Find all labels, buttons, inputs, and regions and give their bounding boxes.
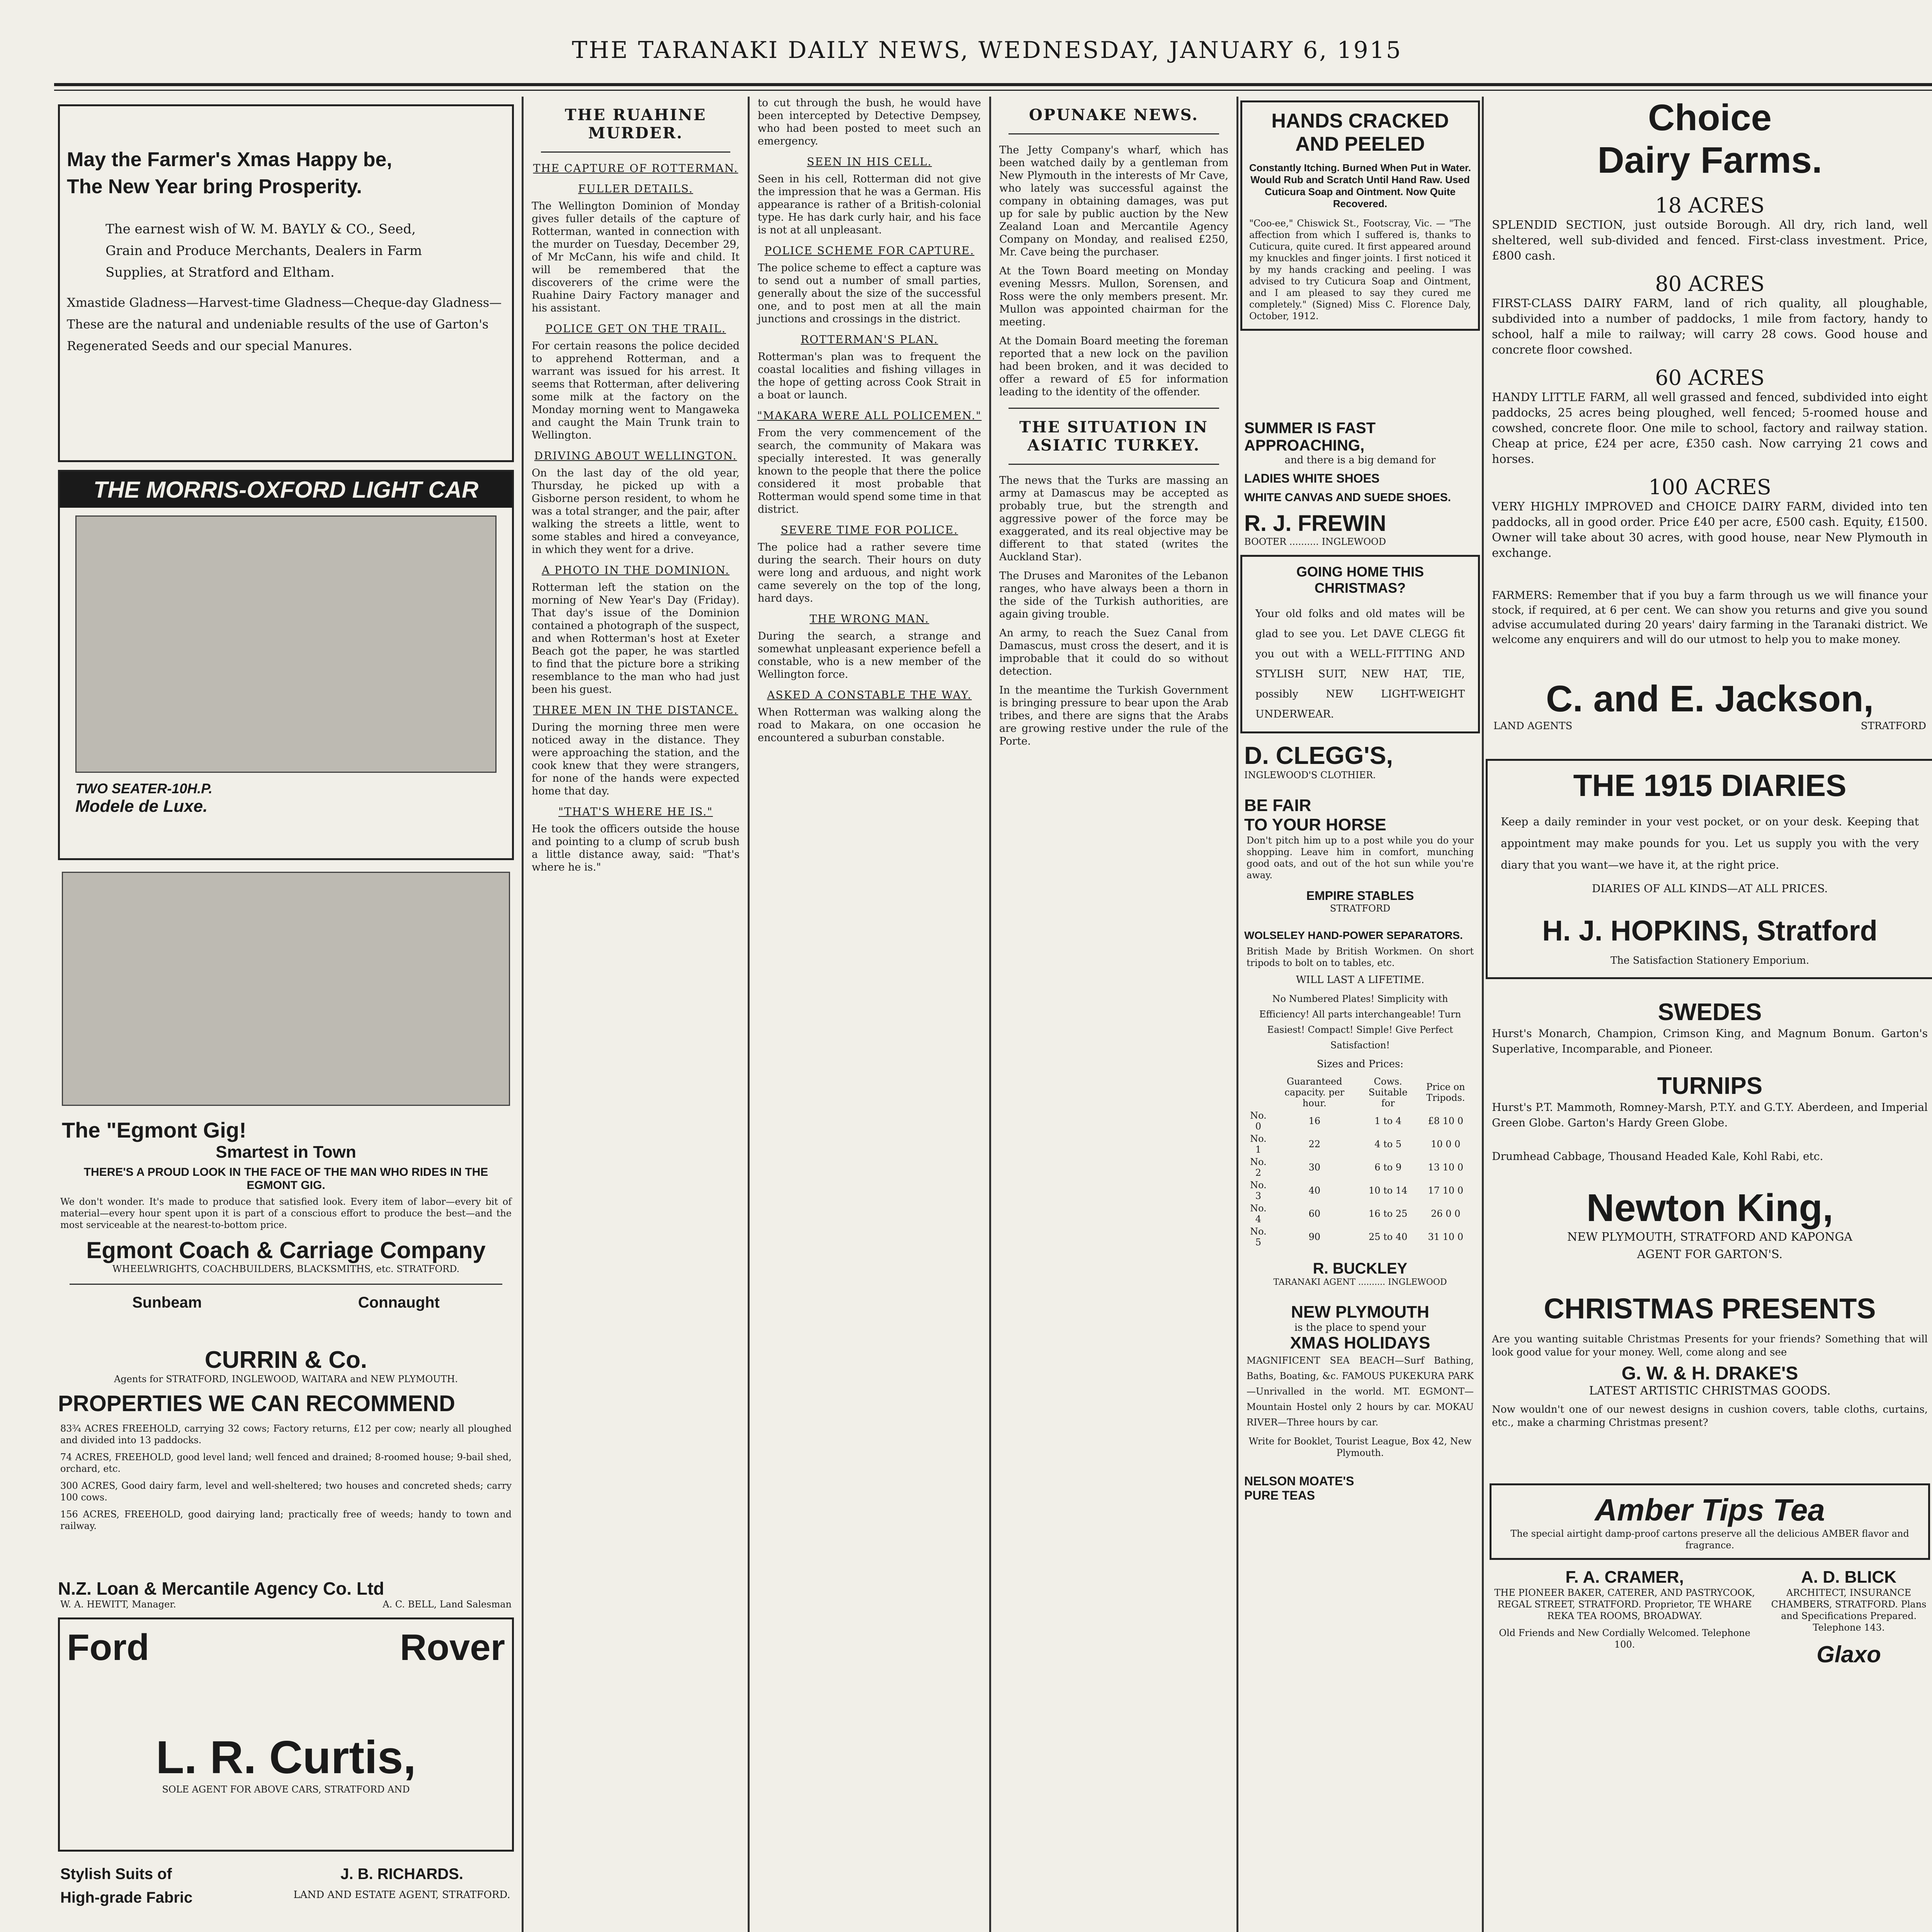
buckley-name: R. BUCKLEY — [1313, 1260, 1408, 1277]
np-body: MAGNIFICENT SEA BEACH—Surf Bathing, Baths, Boating, &c. FAMOUS PUKEKURA PARK—Unrivalled in the world. MT. EGMONT—Mountain Hostel only 2 hours by car. MOKAU RIVER—Three hours by car. — [1247, 1355, 1474, 1428]
egmont-sub: WHEELWRIGHTS, COACHBUILDERS, BLACKSMITHS, etc. STRATFORD. — [112, 1264, 460, 1274]
column-ads-middle — [1240, 97, 1480, 1932]
article-paragraph: At the Domain Board meeting the foreman reported that a new lock on the pavilion had been broken, and it was decided to offer a reward of £5 for information leading to the identity of the offender. — [999, 335, 1228, 398]
drake-sub: LATEST ARTISTIC CHRISTMAS GOODS. — [1589, 1384, 1831, 1398]
article-paragraph: During the search, a strange and somewhat unpleasant experience befell a constable, who is a new member of the Wellington force. — [758, 630, 981, 680]
turnips-title: TURNIPS — [1657, 1073, 1763, 1099]
column-divider — [748, 97, 750, 1932]
glaxo-logo: Glaxo — [1816, 1641, 1881, 1667]
drake-name: G. W. & H. DRAKE'S — [1621, 1363, 1798, 1384]
newton-agent: AGENT FOR GARTON'S. — [1637, 1248, 1783, 1261]
separator-features: No Numbered Plates! Simplicity with Efficiency! All parts interchangeable! Turn Easiest! Compact! Simple! Give Perfect Satisfaction! — [1259, 993, 1461, 1051]
article-paragraph: In the meantime the Turkish Government is bringing pressure to bear upon the Arab tribes, and there are signs that the Arabs are growing restive under the rule of the Porte. — [999, 684, 1228, 747]
article-subheading: A PHOTO IN THE DOMINION. — [541, 564, 730, 577]
sizes-table — [1247, 1075, 1474, 1248]
going-body: Your old folks and old mates will be glad to see you. Let DAVE CLEGG fit you out with a WELL-FITTING AND STYLISH SUIT, NEW HAT, TIE, possibly NEW LIGHT-WEIGHT UNDERWEAR. — [1255, 608, 1465, 720]
xmas-body: Are you wanting suitable Christmas Presents for your friends? Something that will look good value for your money. Well, come along and see — [1492, 1333, 1928, 1358]
column-divider — [1236, 97, 1238, 1932]
properties-title: PROPERTIES WE CAN RECOMMEND — [58, 1391, 455, 1416]
property-item: 300 ACRES, Good dairy farm, level and well-sheltered; two houses and concreted sheds; carry 100 cows. — [60, 1480, 512, 1503]
turnips-body: Hurst's P.T. Mammoth, Romney-Marsh, P.T.Y. and G.T.Y. Aberdeen, and Imperial Green Globe. Garton's Hardy Green Globe. — [1492, 1101, 1928, 1129]
bell: A. C. BELL, Land Salesman — [383, 1599, 512, 1610]
cramer-foot: Old Friends and New Cordially Welcomed. Telephone 100. — [1499, 1628, 1750, 1650]
hewitt: W. A. HEWITT, Manager. — [60, 1599, 176, 1610]
article-paragraph: The Wellington Dominion of Monday gives fuller details of the capture of Rotterman, wanted in connection with the murder on Tuesday, December 29, of Mr McCann, his wife and child. It will be remembered that the discoverers of the crime were the Ruahine Dairy Factory manager and his assistant. — [532, 200, 740, 314]
separator-last: WILL LAST A LIFETIME. — [1296, 974, 1425, 986]
article-subheading: THE CAPTURE OF ROTTERMAN. — [533, 162, 738, 175]
article-subheading: "THAT'S WHERE HE IS." — [558, 805, 713, 818]
bayly-line: The earnest wish of W. M. BAYLY & CO., Seed, — [105, 221, 416, 237]
article-subheading: POLICE SCHEME FOR CAPTURE. — [764, 244, 975, 257]
richards-name: J. B. RICHARDS. — [340, 1866, 463, 1883]
newton-name: Newton King, — [1586, 1186, 1833, 1230]
horse-title-2: TO YOUR HORSE — [1244, 815, 1386, 834]
column-divider — [522, 97, 524, 1932]
article-heading: THE RUAHINE MURDER. — [565, 106, 707, 142]
table-row: No. 4 60 16 to 25 26 0 0 — [1250, 1203, 1461, 1225]
swedes-title: SWEDES — [1658, 999, 1762, 1026]
article-paragraph: He took the officers outside the house and pointing to a clump of scrub bush a little distance away, said: "That's where he is." — [532, 823, 740, 873]
morris-advert — [58, 470, 514, 860]
acres-heading: 80 ACRES — [1655, 272, 1765, 296]
summer-title: SUMMER IS FAST APPROACHING, — [1244, 420, 1376, 454]
sizes-header — [1247, 1075, 1270, 1109]
separator-body: British Made by British Workmen. On short tripods to bolt on to tables, etc. — [1247, 946, 1474, 968]
article-subheading: SEEN IN HIS CELL. — [807, 155, 932, 168]
stables-sub: STRATFORD — [1330, 903, 1391, 914]
table-row: No. 2 30 6 to 9 13 10 0 — [1250, 1156, 1464, 1178]
horse-body: Don't pitch him up to a post while you do your shopping. Leave him in comfort, munching good oats, and out of the hot sun while you're away. — [1247, 835, 1474, 881]
choice-title: Choice — [1648, 97, 1772, 138]
article-subheading: SEVERE TIME FOR POLICE. — [781, 524, 958, 536]
sunbeam-label: Sunbeam — [132, 1294, 202, 1311]
column-ruahine-murder — [526, 97, 746, 1932]
article-subheading: ASKED A CONSTABLE THE WAY. — [767, 689, 972, 701]
richards-sub: LAND AND ESTATE AGENT, STRATFORD. — [293, 1889, 510, 1901]
table-row: No. 0 16 1 to 4 £8 10 0 — [1250, 1110, 1464, 1132]
car-illustration — [75, 515, 497, 773]
currin-agents: Agents for STRATFORD, INGLEWOOD, WAITARA and NEW PLYMOUTH. — [114, 1374, 458, 1384]
clegg-name: D. CLEGG'S, — [1244, 742, 1393, 769]
ladies-shoes: LADIES WHITE SHOES — [1244, 471, 1380, 485]
cramer-sub: THE PIONEER BAKER, CATERER, AND PASTRYCOOK, REGAL STREET, STRATFORD. Proprietor, TE WHARE REKA TEA ROOMS, BROADWAY. — [1494, 1587, 1755, 1621]
buckley-sub: TARANAKI AGENT .......... INGLEWOOD — [1273, 1277, 1447, 1287]
bayly-line: Supplies, at Stratford and Eltham. — [105, 265, 335, 280]
masthead-rule — [54, 83, 1932, 86]
article-subheading: POLICE GET ON THE TRAIL. — [545, 322, 726, 335]
property-item: 74 ACRES, FREEHOLD, good level land; well fenced and drained; 8-roomed house; 9-bail shed, orchard, etc. — [60, 1452, 512, 1474]
np-foot: Write for Booklet, Tourist League, Box 42, New Plymouth. — [1248, 1436, 1472, 1458]
curtis-name: L. R. Curtis, — [156, 1731, 416, 1783]
curtis-advert — [58, 1617, 514, 1852]
hopkins-advert — [1486, 759, 1932, 979]
article-heading: THE SITUATION IN ASIATIC TURKEY. — [1019, 418, 1208, 454]
table-row: No. 5 90 25 to 40 31 10 0 — [1250, 1226, 1464, 1248]
column-ruahine-continued — [752, 97, 987, 1932]
table-row: No. 3 40 10 to 14 17 10 0 — [1250, 1180, 1464, 1201]
sizes-header: Cows. Suitable for — [1368, 1076, 1408, 1109]
masthead-rule-thin — [54, 90, 1932, 91]
article-paragraph: The Druses and Maronites of the Lebanon ranges, who have always been a thorn in the side of the Turkish authorities, are again giving trouble. — [999, 570, 1228, 620]
hands-title-2: AND PEELED — [1295, 133, 1425, 155]
stylish-title: Stylish Suits of — [60, 1866, 172, 1883]
blick-name: A. D. BLICK — [1801, 1568, 1897, 1587]
np-line: is the place to spend your — [1294, 1322, 1426, 1333]
jackson-sub: STRATFORD — [1861, 720, 1926, 732]
nz-loan: N.Z. Loan & Mercantile Agency Co. Ltd — [58, 1578, 384, 1599]
newton-sub: NEW PLYMOUTH, STRATFORD AND KAPONGA — [1567, 1230, 1853, 1244]
article-subheading: THREE MEN IN THE DISTANCE. — [533, 704, 738, 716]
hands-sub: Constantly Itching. Burned When Put in Water. Would Rub and Scratch Until Hand Raw. Used Cuticura Soap and Ointment. Now Quite Recovered. — [1249, 162, 1471, 209]
amber-advert — [1490, 1483, 1930, 1560]
hopkins-sub: The Satisfaction Stationery Emporium. — [1610, 955, 1810, 966]
clegg-advert — [1240, 555, 1480, 733]
connaught-label: Connaught — [358, 1294, 440, 1311]
acres-body: VERY HIGHLY IMPROVED and CHOICE DAIRY FARM, divided into ten paddocks, all in good order. Price £40 per acre, £500 cash. Equity, £1500. Owner will take about 30 acres, with good house, near New Plymouth in exchange. — [1492, 500, 1928, 560]
article-paragraph: For certain reasons the police decided to apprehend Rotterman, and a warrant was issued for his arrest. It seems that Rotterman, after delivering some milk at the factory on the Monday morning went to Mangaweka and caught the Main Trunk train to Wellington. — [532, 340, 740, 441]
article-paragraph: Seen in his cell, Rotterman did not give the impression that he was a German. His appearance is rather of a British-colonial type. He has dark curly hair, and his face is not at all unpleasant. — [758, 173, 981, 236]
np-holidays: XMAS HOLIDAYS — [1290, 1333, 1430, 1352]
bayly-advert — [58, 104, 514, 462]
bayly-body: Xmastide Gladness—Harvest-time Gladness—Cheque-day Gladness—These are the natural and undeniable results of the use of Garton's Regenerated Seeds and our special Manures. — [67, 295, 502, 353]
ford-label: Ford — [67, 1627, 150, 1668]
article-paragraph: Rotterman left the station on the morning of New Year's Day (Friday). That day's issue of the Dominion contained a photograph of the suspect, and when Rotterman's host at Exeter Beach got the paper, he was startled to find that the picture bore a striking resemblance to the man who had just been his guest. — [532, 582, 740, 696]
acres-heading: 18 ACRES — [1655, 193, 1765, 218]
article-paragraph: From the very commencement of the search, the community of Makara was specially interested. It was generally known to the people that there the police considered it most probable that Rotterman would spend some time in that district. — [758, 427, 981, 515]
curtis-sub: SOLE AGENT FOR ABOVE CARS, STRATFORD AND — [162, 1784, 410, 1795]
drumhead-line: Drumhead Cabbage, Thousand Headed Kale, Kohl Rabi, etc. — [1492, 1150, 1823, 1163]
column-ads-right — [1486, 97, 1932, 1932]
property-item: 83¾ ACRES FREEHOLD, carrying 32 cows; Factory returns, £12 per cow; nearly all ploughed and divided into 13 paddocks. — [60, 1423, 512, 1446]
masthead: THE TARANAKI DAILY NEWS, WEDNESDAY, JANUARY 6, 1915 — [572, 37, 1403, 64]
cuticura-advert — [1240, 100, 1480, 331]
swedes-body: Hurst's Monarch, Champion, Crimson King, and Magnum Bonum. Garton's Superlative, Incomparable, and Pioneer. — [1492, 1027, 1928, 1055]
gig-subtitle: Smartest in Town — [216, 1143, 356, 1162]
morris-caption: TWO SEATER-10H.P. — [75, 781, 213, 796]
egmont-name: Egmont Coach & Carriage Company — [86, 1237, 486, 1263]
column-opunake — [993, 97, 1235, 1932]
article-subheading: FULLER DETAILS. — [578, 182, 693, 195]
stylish-title-2: High-grade Fabric — [60, 1889, 193, 1906]
nelson-tea: NELSON MOATE'S PURE TEAS — [1244, 1474, 1354, 1502]
hands-body: "Coo-ee," Chiswick St., Footscray, Vic. — "The affection from which I suffered is, thanks to Cuticura, quite cured. It first appeared around my knuckles and finger joints. I first noticed it by my hands cracking and peeling. I was advised to try Cuticura Soap and Ointment, and I am pleased to say they cured me completely." (Signed) Miss C. Florence Daly, October, 1912. — [1249, 218, 1471, 321]
acres-body: SPLENDID SECTION, just outside Borough. All dry, rich land, well sheltered, well sub-divided and fenced. First-class investment. Price, £800 cash. — [1492, 218, 1928, 263]
horse-title: BE FAIR — [1244, 796, 1311, 815]
gig-text: THERE'S A PROUD LOOK IN THE FACE OF THE MAN WHO RIDES IN THE EGMONT GIG. — [83, 1166, 488, 1192]
diaries-all: DIARIES OF ALL KINDS—AT ALL PRICES. — [1592, 882, 1828, 895]
frewin-sub: BOOTER .......... INGLEWOOD — [1244, 536, 1386, 547]
article-paragraph: During the morning three men were noticed away in the distance. They were approaching the station, and the cook knew that they were strangers, for none of the hands were expected home that day. — [532, 721, 740, 797]
currin-name: CURRIN & Co. — [204, 1347, 367, 1373]
hopkins-name: H. J. HOPKINS, Stratford — [1542, 915, 1878, 947]
going-title-2: CHRISTMAS? — [1315, 580, 1406, 596]
article-paragraph: Rotterman's plan was to frequent the coastal localities and fishing villages in the hope of getting across Cook Strait in a boat or launch. — [758, 351, 981, 401]
cramer-name: F. A. CRAMER, — [1565, 1568, 1684, 1587]
jackson-sub: LAND AGENTS — [1493, 720, 1573, 732]
gig-body: We don't wonder. It's made to produce that satisfied look. Every item of labor—every bit of material—every hour spent upon it is part of a conscious effort to produce the best—and the most serviceable at the nearest-to-bottom price. — [60, 1196, 512, 1230]
gig-title: The "Egmont Gig! — [62, 1118, 247, 1142]
column-ads-left — [54, 97, 518, 1932]
property-item: 156 ACRES, FREEHOLD, good dairying land; practically free of weeds; handy to town and railway. — [60, 1509, 512, 1531]
article-paragraph: When Rotterman was walking along the road to Makara, on one occasion he encountered a suburban constable. — [758, 706, 981, 744]
acres-heading: 100 ACRES — [1648, 475, 1771, 499]
choice-title-2: Dairy Farms. — [1597, 139, 1822, 181]
article-paragraph: The news that the Turks are massing an army at Damascus may be accepted as probably true, but the strength and aggressive power of the force may be exaggerated, and its real objective may be different to that stated (writes the Auckland Star). — [999, 474, 1228, 563]
amber-sub: The special airtight damp-proof cartons preserve all the delicious AMBER flavor and fragrance. — [1510, 1528, 1909, 1551]
hands-title: HANDS CRACKED — [1271, 110, 1449, 132]
sizes-header: Guaranteed capacity. per hour. — [1284, 1076, 1345, 1109]
acres-body: HANDY LITTLE FARM, all well grassed and fenced, subdivided into eight paddocks, 25 acres being ploughed, well fenced; 5-roomed house and cowshed, concrete floor. One mile to school, factory and railway station. Cheap at price, £24 per acre, £350 cash. Now carrying 21 cows and horses. — [1492, 391, 1928, 466]
table-row: No. 1 22 4 to 5 10 0 0 — [1250, 1133, 1461, 1155]
clegg-sub: INGLEWOOD'S CLOTHIER. — [1244, 770, 1376, 781]
amber-title: Amber Tips Tea — [1595, 1493, 1825, 1527]
separator-title: WOLSELEY HAND-POWER SEPARATORS. — [1244, 929, 1463, 941]
article-paragraph: An army, to reach the Suez Canal from Damascus, must cross the desert, and it is improbable that it could do so without detection. — [999, 627, 1228, 677]
article-paragraph: The police scheme to effect a capture was to send out a number of small parties, generally about the size of the successful one, and to post men at all the main junctions and crossings in the district. — [758, 262, 981, 325]
article-heading: OPUNAKE NEWS. — [1029, 106, 1199, 124]
stables-name: EMPIRE STABLES — [1306, 889, 1414, 903]
article-paragraph: On the last day of the old year, Thursday, he picked up with a Gisborne person resident, to whom he was a total stranger, and the pair, after walking the streets a little, went to some stables and hired a conveyance, in which they went for a drive. — [532, 467, 740, 556]
np-title: NEW PLYMOUTH — [1291, 1303, 1429, 1321]
xmas-title: CHRISTMAS PRESENTS — [1544, 1293, 1876, 1325]
article-subheading: THE WRONG MAN. — [810, 612, 929, 625]
morris-caption: Modele de Luxe. — [75, 797, 208, 816]
morris-title: THE MORRIS-OXFORD LIGHT CAR — [60, 472, 512, 508]
acres-heading: 60 ACRES — [1655, 366, 1765, 390]
jackson-name: C. and E. Jackson, — [1546, 678, 1874, 719]
farmers-notice: FARMERS: Remember that if you buy a farm through us we will finance your stock, if required, at 6 per cent. We can show you returns and give you sound advise accumulated during 20 years' dairy farming in the Taranaki district. We welcome any enquirers and will do our utmost to help you to make money. — [1492, 589, 1928, 646]
article-subheading: DRIVING ABOUT WELLINGTON. — [534, 449, 737, 462]
article-paragraph: The Jetty Company's wharf, which has been watched daily by a gentleman from New Plymouth in the interests of Mr Cave, who lately was successful against the company in obtaining damages, was put up for sale by public auction by the New Zealand Loan and Mercantile Agency Company on Monday, and realised £250, Mr. Cave being the purchaser. — [999, 144, 1228, 258]
sizes-header: Price on Tripods. — [1426, 1082, 1465, 1103]
article-subheading: ROTTERMAN'S PLAN. — [801, 333, 938, 346]
blick-sub: ARCHITECT, INSURANCE CHAMBERS, STRATFORD. Plans and Specifications Prepared. Telephone 143. — [1771, 1587, 1927, 1633]
gig-illustration — [62, 872, 510, 1106]
rover-label: Rover — [400, 1627, 505, 1668]
column-divider — [989, 97, 991, 1932]
drake-body: Now wouldn't one of our newest designs in cushion covers, table cloths, curtains, etc., make a charming Christmas present? — [1492, 1404, 1928, 1429]
going-title: GOING HOME THIS — [1296, 564, 1424, 580]
article-subheading: "MAKARA WERE ALL POLICEMEN." — [757, 409, 982, 422]
sizes-title: Sizes and Prices: — [1316, 1058, 1404, 1070]
article-paragraph: The police had a rather severe time during the search. Their hours on duty were long and arduous, and night work came severely on the top of the long, hard days. — [758, 541, 981, 604]
diaries-title: THE 1915 DIARIES — [1573, 768, 1847, 803]
summer-line: and there is a big demand for — [1284, 454, 1436, 466]
white-shoes: WHITE CANVAS AND SUEDE SHOES. — [1244, 491, 1451, 504]
article-paragraph: At the Town Board meeting on Monday evening Messrs. Mullon, Sorensen, and Ross were the only members present. Mr. Mullon was appointed chairman for the meeting. — [999, 265, 1228, 328]
article-paragraph: to cut through the bush, he would have been intercepted by Detective Dempsey, who had been posted to meet such an emergency. — [758, 97, 981, 147]
bayly-title: May the Farmer's Xmas Happy be, — [67, 148, 392, 171]
bayly-line: Grain and Produce Merchants, Dealers in Farm — [105, 243, 422, 259]
bayly-title-2: The New Year bring Prosperity. — [67, 175, 362, 198]
column-divider — [1482, 97, 1484, 1932]
frewin-name: R. J. FREWIN — [1244, 511, 1386, 536]
diaries-body: Keep a daily reminder in your vest pocket, or on your desk. Keeping that appointment may make pounds for you. Let us supply you with the very diary that you want—we have it, at the right price. — [1501, 815, 1919, 871]
acres-body: FIRST-CLASS DAIRY FARM, land of rich quality, all ploughable, subdivided into a number of paddocks, 1 mile from factory, handy to school, half a mile to railway; will carry 28 cows. Good house and concrete floor cowshed. — [1492, 297, 1928, 357]
